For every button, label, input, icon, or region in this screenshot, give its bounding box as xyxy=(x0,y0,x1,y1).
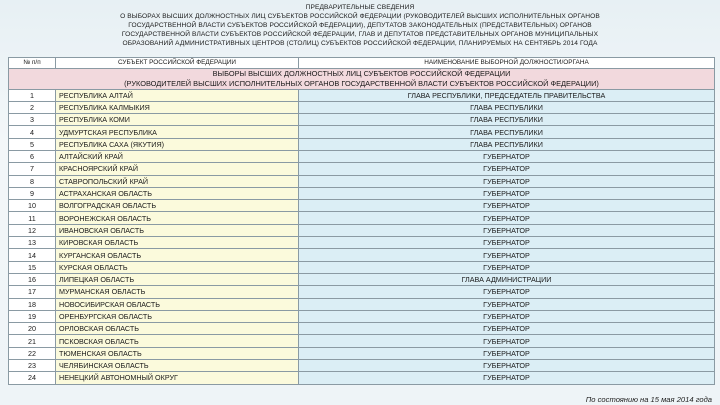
document-header xyxy=(0,4,720,49)
row-number-cell: 20 xyxy=(9,323,56,335)
row-position-cell: ГУБЕРНАТОР xyxy=(299,237,715,249)
row-position-cell: ГУБЕРНАТОР xyxy=(299,286,715,298)
row-number-cell: 22 xyxy=(9,347,56,359)
header-line: ГОСУДАРСТВЕННОЙ ВЛАСТИ СУБЪЕКТОВ РОССИЙСКОЙ ФЕДЕРАЦИИ), ДЕПУТАТОВ ЗАКОНОДАТЕЛЬНЫХ (ПРЕДСТАВИТЕЛЬНЫХ) ОРГАНОВ xyxy=(128,21,592,29)
table-row xyxy=(9,126,715,138)
table-row xyxy=(9,187,715,199)
row-subject-cell: СТАВРОПОЛЬСКИЙ КРАЙ xyxy=(56,175,299,187)
row-subject-cell: УДМУРТСКАЯ РЕСПУБЛИКА xyxy=(56,126,299,138)
row-position-cell: ГУБЕРНАТОР xyxy=(299,372,715,384)
column-header-subject: СУБЪЕКТ РОССИЙСКОЙ ФЕДЕРАЦИИ xyxy=(56,58,299,69)
row-subject-cell: РЕСПУБЛИКА КАЛМЫКИЯ xyxy=(56,101,299,113)
section-title-line2: (РУКОВОДИТЕЛЕЙ ВЫСШИХ ИСПОЛНИТЕЛЬНЫХ ОРГАНОВ ГОСУДАРСТВЕННОЙ ВЛАСТИ СУБЪЕКТОВ РОССИЙСКОЙ ФЕДЕРАЦИИ) xyxy=(124,78,599,88)
row-number-cell: 2 xyxy=(9,101,56,113)
table-row xyxy=(9,237,715,249)
table-row xyxy=(9,175,715,187)
row-subject-cell: ИВАНОВСКАЯ ОБЛАСТЬ xyxy=(56,224,299,236)
table-row xyxy=(9,273,715,285)
table-row xyxy=(9,150,715,162)
row-number-cell: 8 xyxy=(9,175,56,187)
elections-table xyxy=(8,57,715,385)
row-number-cell: 12 xyxy=(9,224,56,236)
row-subject-cell: РЕСПУБЛИКА КОМИ xyxy=(56,114,299,126)
row-number-cell: 6 xyxy=(9,150,56,162)
row-subject-cell: ЛИПЕЦКАЯ ОБЛАСТЬ xyxy=(56,273,299,285)
row-number-cell: 7 xyxy=(9,163,56,175)
column-header-position: НАИМЕНОВАНИЕ ВЫБОРНОЙ ДОЛЖНОСТИ/ОРГАНА xyxy=(299,58,715,69)
table-body xyxy=(9,68,715,384)
row-position-cell: ГУБЕРНАТОР xyxy=(299,310,715,322)
row-subject-cell: ОРЛОВСКАЯ ОБЛАСТЬ xyxy=(56,323,299,335)
row-number-cell: 10 xyxy=(9,200,56,212)
row-position-cell: ГЛАВА РЕСПУБЛИКИ xyxy=(299,101,715,113)
section-header-row xyxy=(9,68,715,89)
row-number-cell: 1 xyxy=(9,89,56,101)
row-subject-cell: РЕСПУБЛИКА АЛТАЙ xyxy=(56,89,299,101)
row-number-cell: 16 xyxy=(9,273,56,285)
row-number-cell: 13 xyxy=(9,237,56,249)
row-number-cell: 17 xyxy=(9,286,56,298)
table-row xyxy=(9,298,715,310)
table-row xyxy=(9,200,715,212)
row-position-cell: ГЛАВА РЕСПУБЛИКИ xyxy=(299,114,715,126)
row-position-cell: ГУБЕРНАТОР xyxy=(299,187,715,199)
table-row xyxy=(9,101,715,113)
column-header-number: № п/п xyxy=(9,58,56,69)
row-subject-cell: НЕНЕЦКИЙ АВТОНОМНЫЙ ОКРУГ xyxy=(56,372,299,384)
row-subject-cell: РЕСПУБЛИКА САХА (ЯКУТИЯ) xyxy=(56,138,299,150)
table-row xyxy=(9,261,715,273)
row-position-cell: ГУБЕРНАТОР xyxy=(299,261,715,273)
row-number-cell: 18 xyxy=(9,298,56,310)
row-position-cell: ГУБЕРНАТОР xyxy=(299,335,715,347)
row-number-cell: 11 xyxy=(9,212,56,224)
row-number-cell: 3 xyxy=(9,114,56,126)
header-line: О ВЫБОРАХ ВЫСШИХ ДОЛЖНОСТНЫХ ЛИЦ СУБЪЕКТОВ РОССИЙСКОЙ ФЕДЕРАЦИИ (РУКОВОДИТЕЛЕЙ ВЫСШИХ ИСПОЛНИТЕЛЬНЫХ ОРГАНОВ xyxy=(120,12,600,20)
section-header-cell xyxy=(9,68,715,89)
table-row xyxy=(9,224,715,236)
table-row xyxy=(9,249,715,261)
row-position-cell: ГУБЕРНАТОР xyxy=(299,360,715,372)
table-row xyxy=(9,310,715,322)
row-position-cell: ГУБЕРНАТОР xyxy=(299,175,715,187)
table-row xyxy=(9,163,715,175)
row-position-cell: ГУБЕРНАТОР xyxy=(299,249,715,261)
header-title: ПРЕДВАРИТЕЛЬНЫЕ СВЕДЕНИЯ xyxy=(305,4,415,11)
row-position-cell: ГУБЕРНАТОР xyxy=(299,212,715,224)
section-title-line1: ВЫБОРЫ ВЫСШИХ ДОЛЖНОСТНЫХ ЛИЦ СУБЪЕКТОВ РОССИЙСКОЙ ФЕДЕРАЦИИ xyxy=(212,68,511,78)
row-subject-cell: ТЮМЕНСКАЯ ОБЛАСТЬ xyxy=(56,347,299,359)
row-subject-cell: КИРОВСКАЯ ОБЛАСТЬ xyxy=(56,237,299,249)
table-row xyxy=(9,286,715,298)
table-row xyxy=(9,372,715,384)
row-number-cell: 21 xyxy=(9,335,56,347)
table-row xyxy=(9,347,715,359)
row-subject-cell: ВОЛГОГРАДСКАЯ ОБЛАСТЬ xyxy=(56,200,299,212)
row-position-cell: ГУБЕРНАТОР xyxy=(299,323,715,335)
row-subject-cell: ПСКОВСКАЯ ОБЛАСТЬ xyxy=(56,335,299,347)
row-number-cell: 15 xyxy=(9,261,56,273)
row-number-cell: 23 xyxy=(9,360,56,372)
row-position-cell: ГЛАВА РЕСПУБЛИКИ xyxy=(299,138,715,150)
row-subject-cell: АСТРАХАНСКАЯ ОБЛАСТЬ xyxy=(56,187,299,199)
row-position-cell: ГЛАВА РЕСПУБЛИКИ xyxy=(299,126,715,138)
table-row xyxy=(9,323,715,335)
row-subject-cell: КУРСКАЯ ОБЛАСТЬ xyxy=(56,261,299,273)
row-position-cell: ГУБЕРНАТОР xyxy=(299,298,715,310)
status-date: По состоянию на 15 мая 2014 года xyxy=(585,395,712,404)
row-subject-cell: МУРМАНСКАЯ ОБЛАСТЬ xyxy=(56,286,299,298)
row-position-cell: ГУБЕРНАТОР xyxy=(299,347,715,359)
row-number-cell: 19 xyxy=(9,310,56,322)
row-position-cell: ГУБЕРНАТОР xyxy=(299,150,715,162)
table-row xyxy=(9,360,715,372)
row-subject-cell: ОРЕНБУРГСКАЯ ОБЛАСТЬ xyxy=(56,310,299,322)
row-number-cell: 5 xyxy=(9,138,56,150)
table-header-row xyxy=(9,58,715,69)
row-subject-cell: ВОРОНЕЖСКАЯ ОБЛАСТЬ xyxy=(56,212,299,224)
row-position-cell: ГЛАВА РЕСПУБЛИКИ, ПРЕДСЕДАТЕЛЬ ПРАВИТЕЛЬСТВА xyxy=(299,89,715,101)
table-row xyxy=(9,335,715,347)
table-row xyxy=(9,114,715,126)
table-row xyxy=(9,212,715,224)
row-position-cell: ГУБЕРНАТОР xyxy=(299,224,715,236)
row-subject-cell: ЧЕЛЯБИНСКАЯ ОБЛАСТЬ xyxy=(56,360,299,372)
row-subject-cell: КРАСНОЯРСКИЙ КРАЙ xyxy=(56,163,299,175)
row-number-cell: 4 xyxy=(9,126,56,138)
row-number-cell: 14 xyxy=(9,249,56,261)
row-position-cell: ГУБЕРНАТОР xyxy=(299,163,715,175)
row-position-cell: ГУБЕРНАТОР xyxy=(299,200,715,212)
row-subject-cell: КУРГАНСКАЯ ОБЛАСТЬ xyxy=(56,249,299,261)
table-row xyxy=(9,138,715,150)
row-subject-cell: АЛТАЙСКИЙ КРАЙ xyxy=(56,150,299,162)
table-row xyxy=(9,89,715,101)
row-position-cell: ГЛАВА АДМИНИСТРАЦИИ xyxy=(299,273,715,285)
row-number-cell: 24 xyxy=(9,372,56,384)
header-line: ГОСУДАРСТВЕННОЙ ВЛАСТИ СУБЪЕКТОВ РОССИЙСКОЙ ФЕДЕРАЦИИ, ГЛАВ И ДЕПУТАТОВ ПРЕДСТАВИТЕЛЬНЫХ ОРГАНОВ МУНИЦИПАЛЬНЫХ xyxy=(121,30,599,38)
row-subject-cell: НОВОСИБИРСКАЯ ОБЛАСТЬ xyxy=(56,298,299,310)
row-number-cell: 9 xyxy=(9,187,56,199)
header-line: ОБРАЗОВАНИЙ АДМИНИСТРАТИВНЫХ ЦЕНТРОВ (СТОЛИЦ) СУБЪЕКТОВ РОССИЙСКОЙ ФЕДЕРАЦИИ, ПЛАНИРУЕМЫХ НА СЕНТЯБРЬ 2014 ГОДА xyxy=(122,39,598,47)
